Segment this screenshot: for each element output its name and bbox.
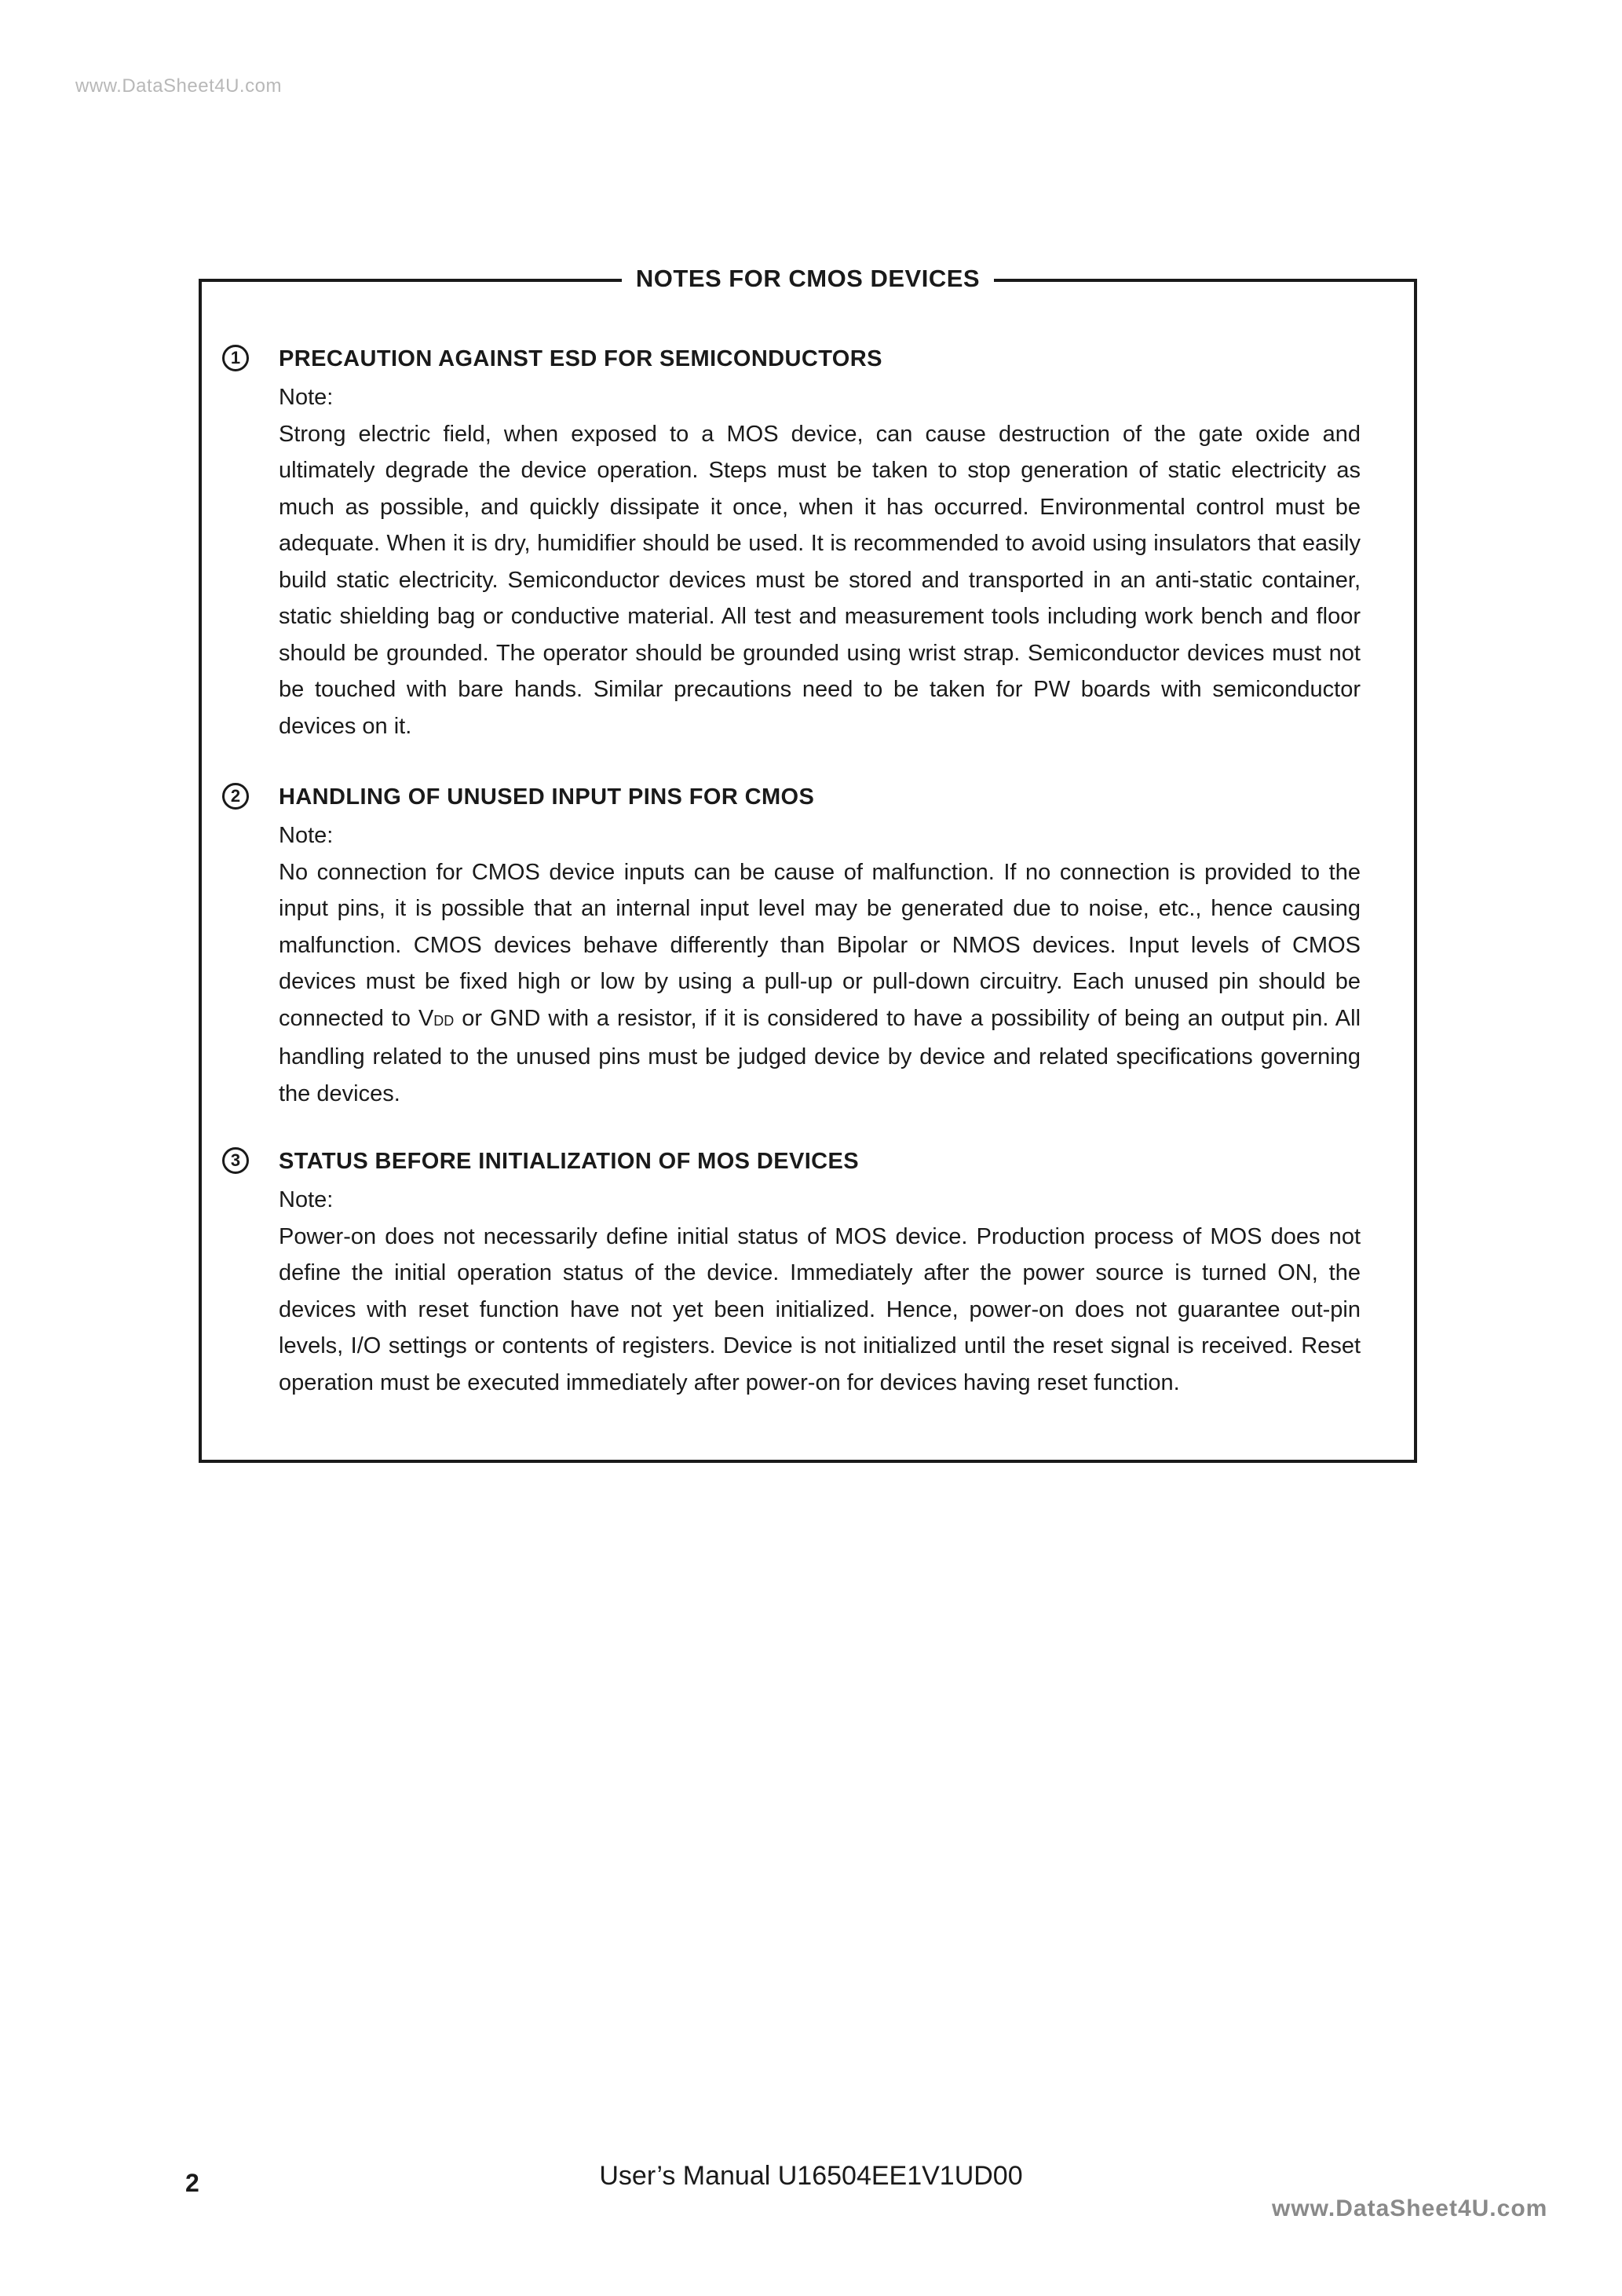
section-text: Power-on does not necessarily define initial status of MOS device. Production process of MOS does not define the initial operation status of the device. Immediately after the power source is turned ON, the devices with reset function have not yet been initialized. Hence, power-on does not guarantee out-pin levels, I/O settings or contents of registers. Device is not initialized until the reset signal is received. Reset operation must be executed immediately after power-on for devices having reset function. [279, 1223, 1361, 1395]
section-heading: STATUS BEFORE INITIALIZATION OF MOS DEVICES [279, 1149, 859, 1174]
section-heading: HANDLING OF UNUSED INPUT PINS FOR CMOS [279, 784, 815, 810]
section-esd [222, 343, 1361, 744]
section-text-part-2: or GND with a resistor, if it is considered to have a possibility of being an output pin. All handling related to the unused pins must be judged device by device and related specifications governing the devices. [279, 1005, 1361, 1106]
vdd-subscript: DD [433, 1012, 455, 1029]
section-number-badge: 1 [222, 345, 249, 371]
notes-box [199, 265, 1417, 1463]
section-note-label: Note: [279, 823, 334, 848]
section-text: Strong electric field, when exposed to a MOS device, can cause destruction of the gate oxide and ultimately degrade the device operation. Steps must be taken to stop generation of static electricity as much as possible, and quickly dissipate it once, when it has occurred. Environmental control must be adequate. When it is dry, humidifier should be used. It is recommended to avoid using insulators that easily build static electricity. Semiconductor devices must be stored and transported in an anti-static container, static shielding bag or conductive material. All test and measurement tools including work bench and floor should be grounded. The operator should be grounded using wrist strap. Semiconductor devices must not be touched with bare hands. Similar precautions need to be taken for PW boards with semiconductor devices on it. [279, 421, 1361, 739]
section-heading: PRECAUTION AGAINST ESD FOR SEMICONDUCTORS [279, 346, 882, 371]
section-note-label: Note: [279, 1187, 334, 1212]
page-number: 2 [185, 2169, 199, 2197]
section-number-badge: 2 [222, 783, 249, 810]
section-text-part-1: No connection for CMOS device inputs can be cause of malfunction. If no connection is provided to the input pins, it is possible that an internal input level may be generated due to noise, etc., hence causing malfunction. CMOS devices behave differently than Bipolar or NMOS devices. Input levels of CMOS devices must be fixed high or low by using a pull-up or pull-down circuitry. Each unused pin should be connected to [279, 859, 1361, 1031]
section-text [279, 854, 1361, 1113]
section-note-label: Note: [279, 385, 334, 410]
notes-title-wrap [202, 261, 1414, 301]
section-unused-pins [222, 781, 1361, 1112]
section-number-badge: 3 [222, 1147, 249, 1174]
vdd-main: V [418, 1005, 434, 1031]
manual-reference: User’s Manual U16504EE1V1UD00 [599, 2161, 1023, 2191]
vdd-symbol [418, 1006, 454, 1031]
watermark-bottom: www.DataSheet4U.com [1272, 2195, 1548, 2221]
watermark-top: www.DataSheet4U.com [75, 75, 282, 97]
notes-title: NOTES FOR CMOS DEVICES [622, 261, 994, 296]
section-status-init [222, 1146, 1361, 1401]
